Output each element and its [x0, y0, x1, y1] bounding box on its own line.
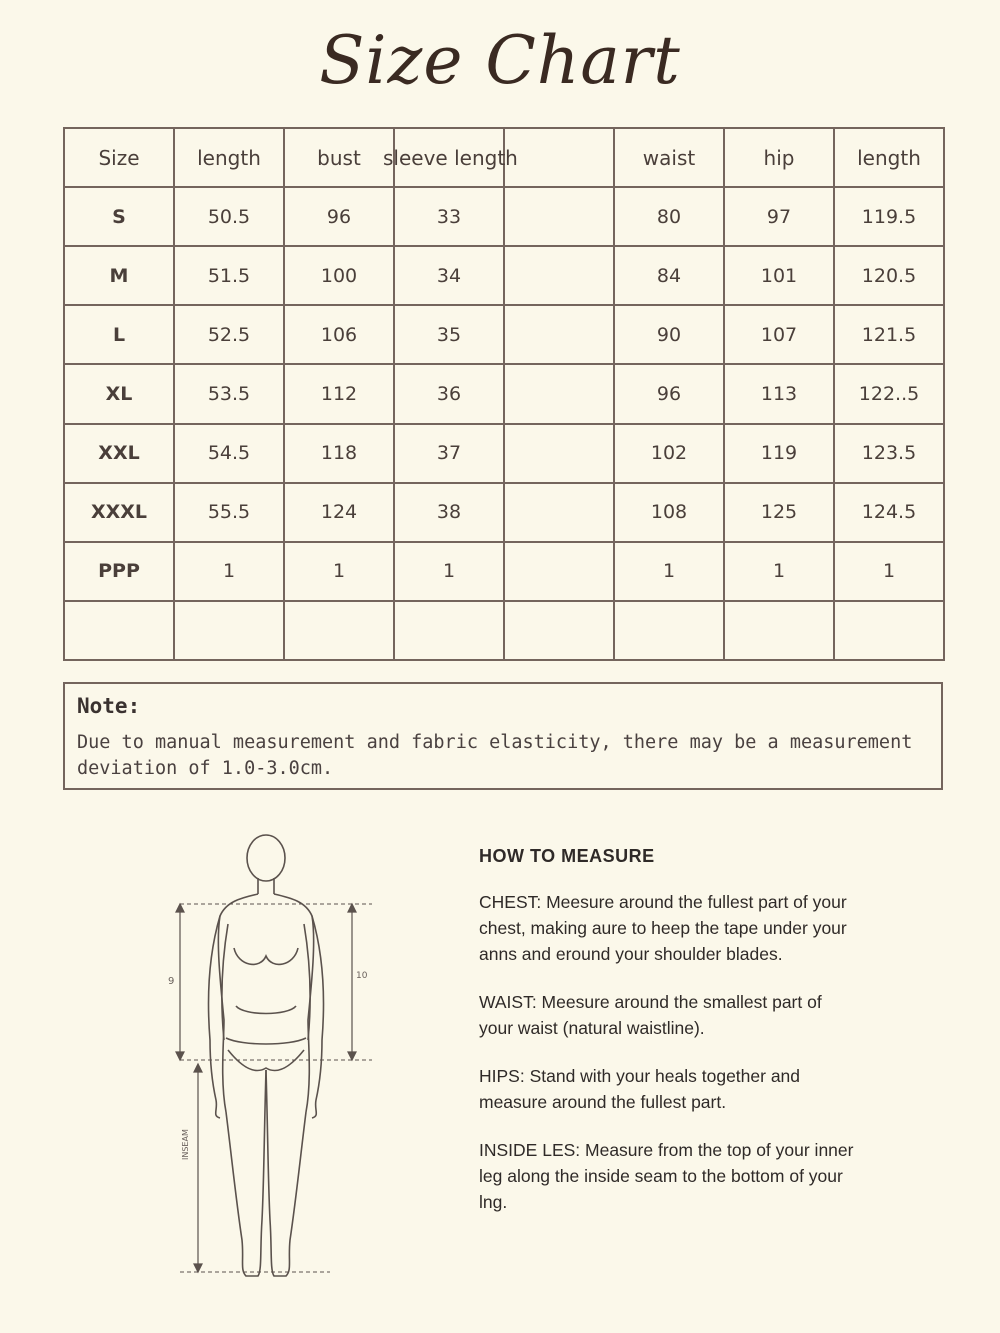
- body-measurement-diagram: [140, 820, 400, 1290]
- table-cell: [504, 483, 614, 542]
- table-cell: [504, 246, 614, 305]
- table-cell: 35: [394, 305, 504, 364]
- table-cell: [614, 601, 724, 660]
- header-cell: [504, 128, 614, 187]
- header-cell: length: [834, 128, 944, 187]
- table-cell: 55.5: [174, 483, 284, 542]
- size-table: [63, 127, 945, 661]
- table-cell: XXXL: [64, 483, 174, 542]
- how-to-title: HOW TO MEASURE: [479, 846, 655, 866]
- table-cell: [504, 542, 614, 601]
- table-cell: 34: [394, 246, 504, 305]
- table-cell: XL: [64, 364, 174, 423]
- table-row: [64, 424, 944, 483]
- table-cell: [834, 601, 944, 660]
- table-cell: 124.5: [834, 483, 944, 542]
- table-cell: 102: [614, 424, 724, 483]
- table-cell: L: [64, 305, 174, 364]
- table-cell: 123.5: [834, 424, 944, 483]
- table-cell: 33: [394, 187, 504, 246]
- table-row: [64, 601, 944, 660]
- table-cell: 1: [614, 542, 724, 601]
- table-cell: 119.5: [834, 187, 944, 246]
- table-cell: [504, 187, 614, 246]
- table-row: [64, 246, 944, 305]
- table-cell: 112: [284, 364, 394, 423]
- page-title: Size Chart: [319, 22, 681, 99]
- header-cell: Size: [64, 128, 174, 187]
- table-row: [64, 187, 944, 246]
- table-cell: 38: [394, 483, 504, 542]
- note-text: Due to manual measurement and fabric elasticity, there may be a measurement deviation of 1.0-3.0cm.: [77, 732, 913, 779]
- table-cell: [504, 364, 614, 423]
- table-cell: 121.5: [834, 305, 944, 364]
- table-cell: 1: [174, 542, 284, 601]
- note-box: [63, 682, 943, 790]
- table-cell: 119: [724, 424, 834, 483]
- table-cell: 54.5: [174, 424, 284, 483]
- figure-label-right: 10: [356, 971, 368, 981]
- table-cell: 100: [284, 246, 394, 305]
- table-cell: 113: [724, 364, 834, 423]
- table-row: [64, 305, 944, 364]
- table-cell: 36: [394, 364, 504, 423]
- table-cell: 108: [614, 483, 724, 542]
- table-cell: 37: [394, 424, 504, 483]
- table-cell: M: [64, 246, 174, 305]
- hips-instruction: HIPS: Stand with your heals together and measure around the fullest part.: [479, 1066, 801, 1112]
- table-cell: [174, 601, 284, 660]
- table-cell: 96: [284, 187, 394, 246]
- table-cell: 51.5: [174, 246, 284, 305]
- table-cell: 53.5: [174, 364, 284, 423]
- header-cell: hip: [724, 128, 834, 187]
- table-cell: 1: [724, 542, 834, 601]
- table-row: [64, 483, 944, 542]
- table-cell: 90: [614, 305, 724, 364]
- table-cell: 97: [724, 187, 834, 246]
- table-cell: 118: [284, 424, 394, 483]
- table-cell: 106: [284, 305, 394, 364]
- table-row: [64, 542, 944, 601]
- waist-instruction: WAIST: Meesure around the smallest part of your waist (natural waistline).: [479, 992, 822, 1038]
- table-cell: [504, 305, 614, 364]
- table-cell: [284, 601, 394, 660]
- header-cell-text: sleeve length: [383, 145, 518, 170]
- table-cell: 1: [284, 542, 394, 601]
- table-cell: [724, 601, 834, 660]
- table-cell: PPP: [64, 542, 174, 601]
- table-cell: 50.5: [174, 187, 284, 246]
- table-cell: 107: [724, 305, 834, 364]
- figure-label-left: 9: [168, 976, 175, 987]
- table-cell: 84: [614, 246, 724, 305]
- table-cell: 124: [284, 483, 394, 542]
- table-cell: [394, 601, 504, 660]
- table-cell: 52.5: [174, 305, 284, 364]
- table-cell: 96: [614, 364, 724, 423]
- header-cell: bust: [284, 128, 394, 187]
- how-to-measure: [479, 846, 859, 1237]
- figure-label-inseam: INSEAM: [181, 1129, 190, 1160]
- table-cell: 120.5: [834, 246, 944, 305]
- table-header-row: [64, 128, 944, 187]
- table-row: [64, 364, 944, 423]
- header-cell: length: [174, 128, 284, 187]
- table-cell: [504, 424, 614, 483]
- table-cell: 1: [834, 542, 944, 601]
- inside-leg-instruction: INSIDE LES: Measure from the top of your inner leg along the inside seam to the bottom of your lng.: [479, 1140, 854, 1212]
- note-title: Note:: [77, 694, 141, 718]
- header-cell: [383, 128, 518, 187]
- table-cell: 80: [614, 187, 724, 246]
- table-cell: S: [64, 187, 174, 246]
- table-cell: 122..5: [834, 364, 944, 423]
- table-cell: [64, 601, 174, 660]
- table-cell: XXL: [64, 424, 174, 483]
- chest-instruction: CHEST: Meesure around the fullest part of your chest, making aure to heep the tape under your anns and eround your shoulder blades.: [479, 892, 847, 964]
- table-cell: [504, 601, 614, 660]
- table-cell: 125: [724, 483, 834, 542]
- header-cell: waist: [614, 128, 724, 187]
- table-cell: 1: [394, 542, 504, 601]
- table-cell: 101: [724, 246, 834, 305]
